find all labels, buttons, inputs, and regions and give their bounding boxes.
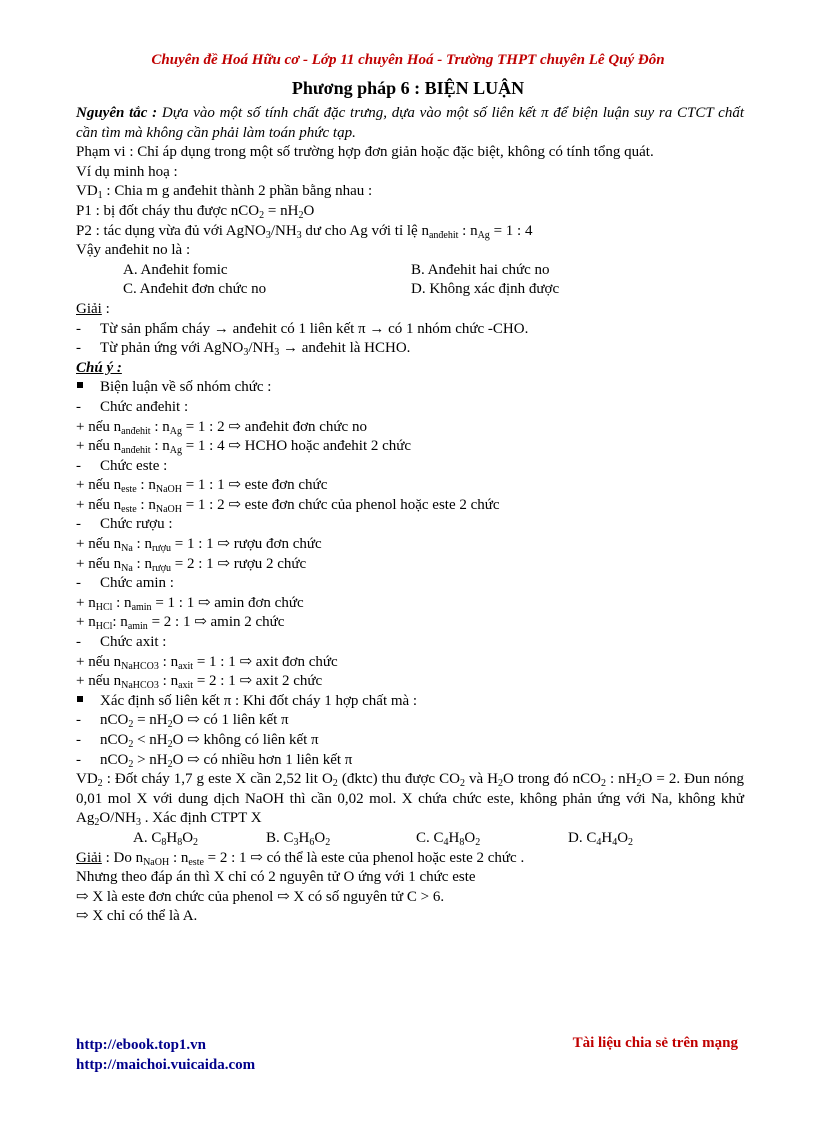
note-label-line: [76, 359, 744, 379]
rule-3: + nếu $n_{este}$ : $n_{NaOH} = 1$ : 1 ⇨ este đơn chức: [76, 477, 328, 496]
footer-links: [76, 1035, 255, 1075]
footer-link-maichoi[interactable]: http://maichoi.vuicaida.com: [76, 1057, 256, 1073]
rule-6: + nếu $n_{Na}$ : $n_{rượu} = 2$ : 1 ⇨ rượu 2 chức: [76, 555, 307, 574]
option-b: B. Anđehit hai chức no: [411, 261, 550, 278]
sol1-label-line: Giải :: [76, 300, 110, 317]
sol1-label: Giải: [76, 300, 102, 317]
rule-2: + nếu $n_{anđehit}$ : $n_{Ag} = 1$ : 4 ⇨ HCHO hoặc anđehit 2 chức: [76, 438, 412, 457]
rule-4: + nếu $n_{este}$ : $n_{NaOH} = 1$ : 2 ⇨ este đơn chức của phenol hoặc este 2 chức: [76, 496, 500, 515]
vd1-intro: $VD_1$ : Chia m g anđehit thành 2 phần bằng nhau :: [76, 183, 373, 202]
principle-label: Nguyên tắc :: [76, 105, 158, 121]
vd2-option-b: B. $C_3H_6O_2$: [266, 829, 331, 848]
vd1-p1: P1 : bị đốt cháy thu được $nCO_2 = nH_2O$: [76, 202, 315, 221]
document-body: [76, 104, 744, 927]
rule-1: + nếu $n_{anđehit}$ : $n_{Ag} = 1$ : 2 ⇨ anđehit đơn chức no: [76, 418, 367, 437]
pi-rule-2: - $nCO_2 < nH_2O$ ⇨ không có liên kết π: [76, 732, 319, 750]
option-a: A. Anđehit fomic: [123, 261, 228, 278]
vd2-option-d: D. $C_4H_4O_2$: [568, 829, 634, 848]
sol2-line-2: Nhưng theo đáp án thì X chỉ có 2 nguyên tử O ứng với 1 chức este: [76, 869, 476, 886]
pi-rule-3: - $nCO_2 > nH_2O$ ⇨ có nhiều hơn 1 liên kết π: [76, 751, 353, 770]
vd2-option-a: A. $C_8H_8O_2$: [133, 829, 199, 848]
vd2-problem: $VD_2$ : Đốt cháy 1,7 g este X cần 2,52 lit $O_2$ (đktc) thu được $CO_2$ và $H_2O$ trong đó nCO$_2$ : $nH_2O = 2$. Đun nóng 0,01 mol X với dung dịch NaOH thì cần 0,02 mol. X chứa chức este, không phản ứng với Na, không khử $Ag_2O/NH_3$ . Xác định CTPT X: [76, 771, 745, 829]
note-heading-acid: - Chức axit :: [76, 634, 167, 651]
rule-9: + nếu $n_{NaHCO3}$ : $n_{axit} = 1$ : 1 ⇨ axit đơn chức: [76, 653, 338, 672]
principle-text: Dựa vào một số tính chất đặc trưng, dựa vào một số liên kết π để biện luận suy ra CTCT chất cần tìm mà không cần phải làm toán phức tạp.: [76, 105, 744, 141]
vd1-question: Vậy anđehit no là :: [76, 242, 191, 259]
principle: [76, 104, 744, 143]
note-heading-amine: - Chức amin :: [76, 575, 174, 592]
sol2-line-1: Giải : Do $n_{NaOH}$ : $n_{este} = 2$ : 1 ⇨ có thể là este của phenol hoặc este 2 chức .: [76, 849, 525, 868]
note-heading-aldehyde: - Chức anđehit :: [76, 398, 189, 415]
vd1-options: [76, 261, 744, 300]
example-intro: Ví dụ minh hoạ :: [76, 163, 178, 180]
option-d: D. Không xác định được: [411, 281, 560, 298]
sol1-line-1: - Từ sản phẩm cháy → anđehit có 1 liên kết π → có 1 nhóm chức -CHO.: [76, 320, 529, 337]
sol1-line-2: - Từ phản ứng với $AgNO_3/NH_3$ → anđehit là HCHO.: [76, 340, 411, 359]
page-header: Chuyên đề Hoá Hữu cơ - Lớp 11 chuyên Hoá - Trường THPT chuyên Lê Quý Đôn: [151, 52, 665, 68]
footer-link-ebook[interactable]: http://ebook.top1.vn: [76, 1037, 207, 1053]
sol2-label: Giải: [76, 849, 102, 866]
footer-note: Tài liệu chia sẻ trên mạng: [572, 1035, 738, 1051]
rule-7: + $n_{HCl}$ : $n_{amin} = 1$ : 1 ⇨ amin đơn chức: [76, 594, 304, 613]
rule-8: + $n_{HCl}$: $n_{amin} = 2$ : 1 ⇨ amin 2 chức: [76, 614, 285, 633]
sol2-line-4: ⇨ X chỉ có thể là A.: [76, 908, 198, 925]
vd2-options: [76, 829, 744, 849]
rule-5: + nếu $n_{Na}$ : $n_{rượu} = 1$ : 1 ⇨ rượu đơn chức: [76, 536, 322, 555]
option-c: C. Anđehit đơn chức no: [123, 281, 267, 298]
sol2-line-3: ⇨ X là este đơn chức của phenol ⇨ X có số nguyên tử C > 6.: [76, 888, 445, 905]
note-bullet-2: Xác định số liên kết π : Khi đốt cháy 1 hợp chất mà :: [100, 692, 418, 709]
pi-rule-1: - $nCO_2 = nH_2O$ ⇨ có 1 liên kết π: [76, 712, 289, 731]
vd1-p2: P2 : tác dụng vừa đủ với $AgNO_3/NH_3$ dư cho Ag với tỉ lệ $n_{anđehit}$ : $n_{Ag} = 1$ : 4: [76, 222, 533, 241]
page-title: Phương pháp 6 : BIỆN LUẬN: [291, 78, 525, 98]
scope: Phạm vi : Chỉ áp dụng trong một số trường hợp đơn giản hoặc đặc biệt, không có tính tổng quát.: [76, 144, 654, 161]
vd2-option-c: C. $C_4H_8O_2$: [416, 829, 481, 848]
note-heading-alcohol: - Chức rượu :: [76, 516, 173, 533]
rule-10: + nếu $n_{NaHCO3}$ : $n_{axit} = 2$ : 1 ⇨ axit 2 chức: [76, 673, 323, 692]
note-heading-ester: - Chức este :: [76, 457, 168, 474]
note-label: Chú ý :: [76, 359, 122, 376]
note-bullet-1: Biện luận về số nhóm chức :: [100, 379, 272, 396]
